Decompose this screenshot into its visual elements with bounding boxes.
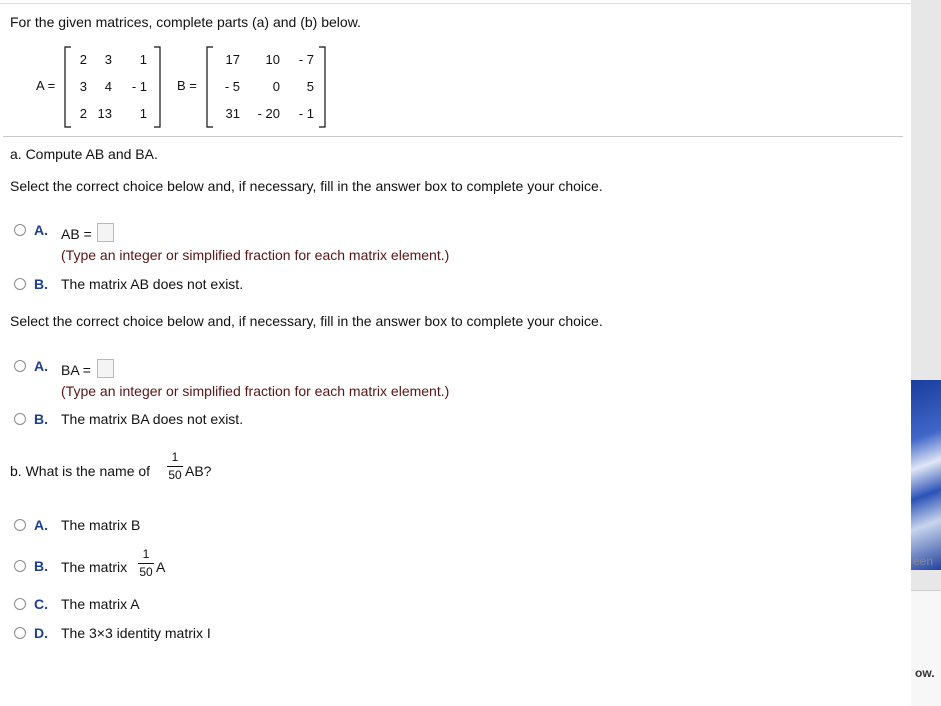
ba-answer-box[interactable] <box>97 359 114 378</box>
choice-letter: B. <box>34 411 48 427</box>
matrix-a-cell: 1 <box>139 52 147 67</box>
radio-b-d[interactable] <box>14 627 26 639</box>
background-panel <box>911 590 941 706</box>
radio-b-a[interactable] <box>14 519 26 531</box>
matrix-a-right-bracket <box>152 46 162 128</box>
matrix-b-cell: 5 <box>306 79 314 94</box>
radio-b-b[interactable] <box>14 560 26 572</box>
background-window <box>911 0 941 706</box>
part-a-instruction-2: Select the correct choice below and, if necessary, fill in the answer box to complete your choice. <box>10 313 603 329</box>
fraction-numerator: 1 <box>171 450 179 464</box>
intro-text: For the given matrices, complete parts (a) and (b) below. <box>10 14 361 30</box>
choice-letter: A. <box>34 222 48 238</box>
part-b-prefix: b. What is the name of <box>10 463 151 479</box>
matrix-a-cell: 1 <box>139 106 147 121</box>
matrix-a-cell: 4 <box>104 79 112 94</box>
ba-not-exist-label: The matrix BA does not exist. <box>61 411 244 427</box>
matrix-b-cell: - 7 <box>298 52 314 67</box>
choice-letter: A. <box>34 358 48 374</box>
matrix-b-cell: 0 <box>272 79 280 94</box>
radio-ba-b[interactable] <box>14 413 26 425</box>
choice-label: The matrix A <box>61 596 140 612</box>
fraction-numerator: 1 <box>142 547 150 561</box>
fraction-bar <box>167 466 183 467</box>
ab-not-exist-label: The matrix AB does not exist. <box>61 276 244 292</box>
ab-hint: (Type an integer or simplified fraction for each matrix element.) <box>61 247 450 263</box>
top-divider <box>0 3 911 4</box>
matrix-b-cell: 31 <box>225 106 240 121</box>
matrix-b-cell: - 1 <box>298 106 314 121</box>
choice-label: The matrix B <box>61 517 141 533</box>
choice-letter: C. <box>34 596 48 612</box>
choice-letter: B. <box>34 558 48 574</box>
matrix-b-cell: - 5 <box>224 79 240 94</box>
part-a-instruction-1: Select the correct choice below and, if necessary, fill in the answer box to complete your choice. <box>10 178 603 194</box>
background-image <box>911 380 941 570</box>
fraction-bar <box>138 563 154 564</box>
ab-answer-box[interactable] <box>97 223 114 242</box>
radio-ba-a[interactable] <box>14 360 26 372</box>
matrix-a-cell: 3 <box>104 52 112 67</box>
matrix-b-cell: 10 <box>265 52 280 67</box>
choice-letter: D. <box>34 625 48 641</box>
section-divider <box>3 136 903 137</box>
choice-letter: B. <box>34 276 48 292</box>
matrix-a-cell: 13 <box>97 106 112 121</box>
background-text-1: een <box>913 554 934 568</box>
matrix-b-cell: - 20 <box>257 106 280 121</box>
ab-label: AB = <box>61 226 92 242</box>
matrix-a-cell: 2 <box>79 52 87 67</box>
ba-hint: (Type an integer or simplified fraction for each matrix element.) <box>61 383 450 399</box>
choice-label-suffix: A <box>156 559 166 575</box>
radio-ab-a[interactable] <box>14 224 26 236</box>
matrix-b-cell: 17 <box>225 52 240 67</box>
fraction-denominator: 50 <box>139 565 153 579</box>
ba-label: BA = <box>61 362 91 378</box>
fraction-denominator: 50 <box>168 468 182 482</box>
radio-ab-b[interactable] <box>14 278 26 290</box>
matrix-b-left-bracket <box>205 46 215 128</box>
matrix-b-label: B = <box>177 78 197 93</box>
matrix-a-label: A = <box>36 78 56 93</box>
choice-letter: A. <box>34 517 48 533</box>
part-a-heading: a. Compute AB and BA. <box>10 146 158 162</box>
matrix-b-right-bracket <box>317 46 327 128</box>
matrix-a-cell: 3 <box>79 79 87 94</box>
choice-label-prefix: The matrix <box>61 559 128 575</box>
matrix-a-cell: 2 <box>79 106 87 121</box>
matrix-a-cell: - 1 <box>131 79 147 94</box>
background-text-2: ow. <box>915 666 935 680</box>
choice-label: The 3×3 identity matrix I <box>61 625 211 641</box>
radio-b-c[interactable] <box>14 598 26 610</box>
part-b-suffix: AB? <box>185 463 212 479</box>
